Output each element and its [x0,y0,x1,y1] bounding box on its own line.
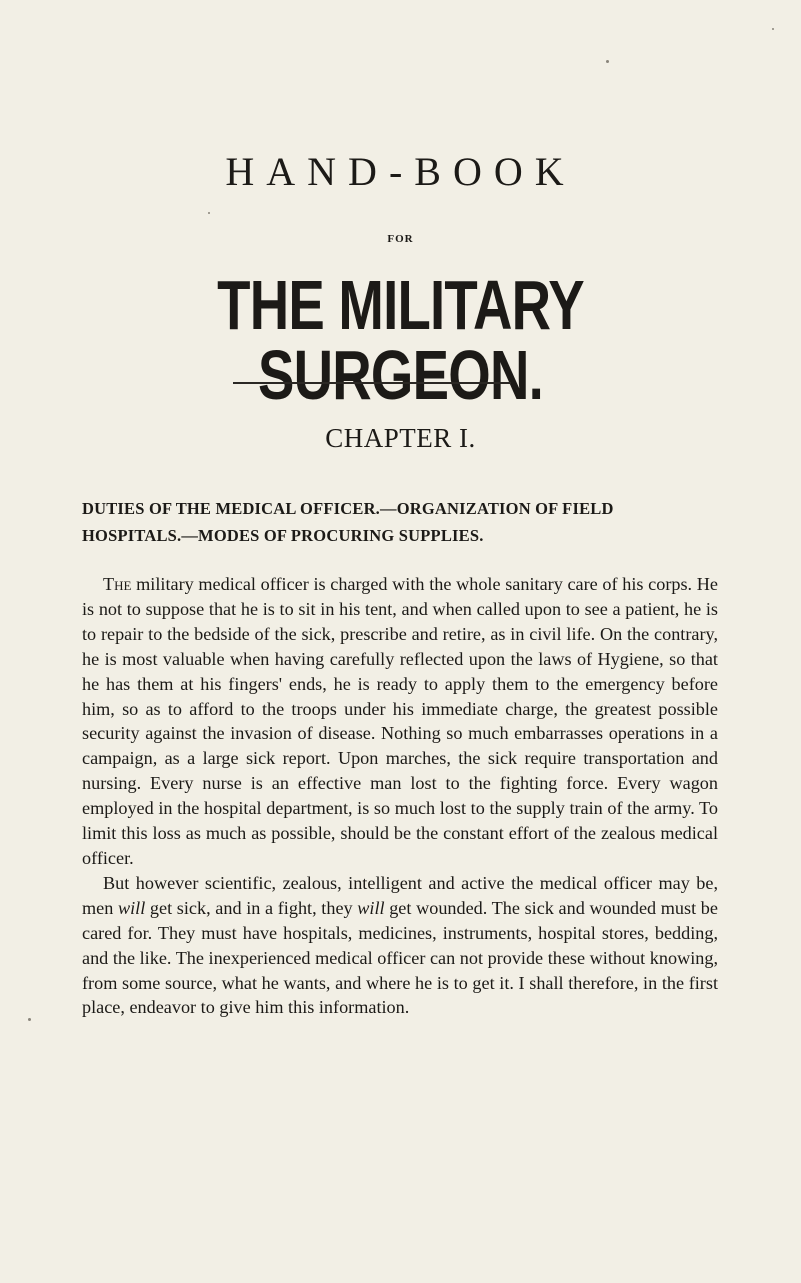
paper-speck [606,60,609,63]
for-word: FOR [387,233,414,245]
paper-speck [208,212,210,214]
paper-speck [28,1018,31,1021]
paragraph-lead-word: The [103,574,132,594]
main-title: HAND-BOOK [225,149,576,194]
paragraph-2-text-b: get sick, and in a fight, they [145,897,358,918]
chapter-body [82,572,718,1020]
paragraph-1-text: military medical officer is charged with the whole sanitary care of his corps. He is not to suppose that he is to sit in his tent, and when called upon to see a patient, he is to repair to the bedside of the sick, prescribe and retire, as in civil life. On the contrary, he is most valuable when having carefully reflected upon the laws of Hygiene, so that he has them at his fingers' ends, he is ready to apply them to the emergency before him, so as to afford to the troops under his immediate charge, the greatest possible security against the invasion of disease. Nothing so much embarrasses operations in a campaign, as a large sick report. Upon marches, the sick require transportation and nursing. Every nurse is an effective man lost to the fighting force. Every wagon employed in the hospital department, is so much lost to the supply train of the army. To limit this loss as much as possible, should be the constant effort of the zealous medical officer. [82,574,718,868]
chapter-summary [82,495,718,549]
title-rule [233,382,511,384]
chapter-summary-line-2: HOSPITALS.—MODES OF PROCURING SUPPLIES. [82,526,484,545]
paper-speck [772,28,774,30]
subject-title: THE MILITARY SURGEON. [217,266,584,414]
paragraph-2-emphasis-2: will [357,897,385,918]
paragraph-2-text-c: get wounded. The sick and wounded must be cared for. They must have hospitals, medicines, instruments, hospital stores, bedding, and the like. The inexperienced medical officer can not provide these without knowing, from some source, what he wants, and where he is to get it. I shall therefore, in the first place, endeavor to give him this information. [82,897,718,1018]
paragraph-2 [82,871,718,1020]
chapter-summary-line-1: DUTIES OF THE MEDICAL OFFICER.—ORGANIZATION OF FIELD [82,499,614,518]
chapter-heading: CHAPTER I. [325,423,476,453]
paragraph-1 [82,572,718,871]
paragraph-2-text-a: But however scientific, zealous, intelligent and active the medical officer may be, men [82,872,718,918]
paragraph-2-emphasis-1: will [117,897,146,918]
